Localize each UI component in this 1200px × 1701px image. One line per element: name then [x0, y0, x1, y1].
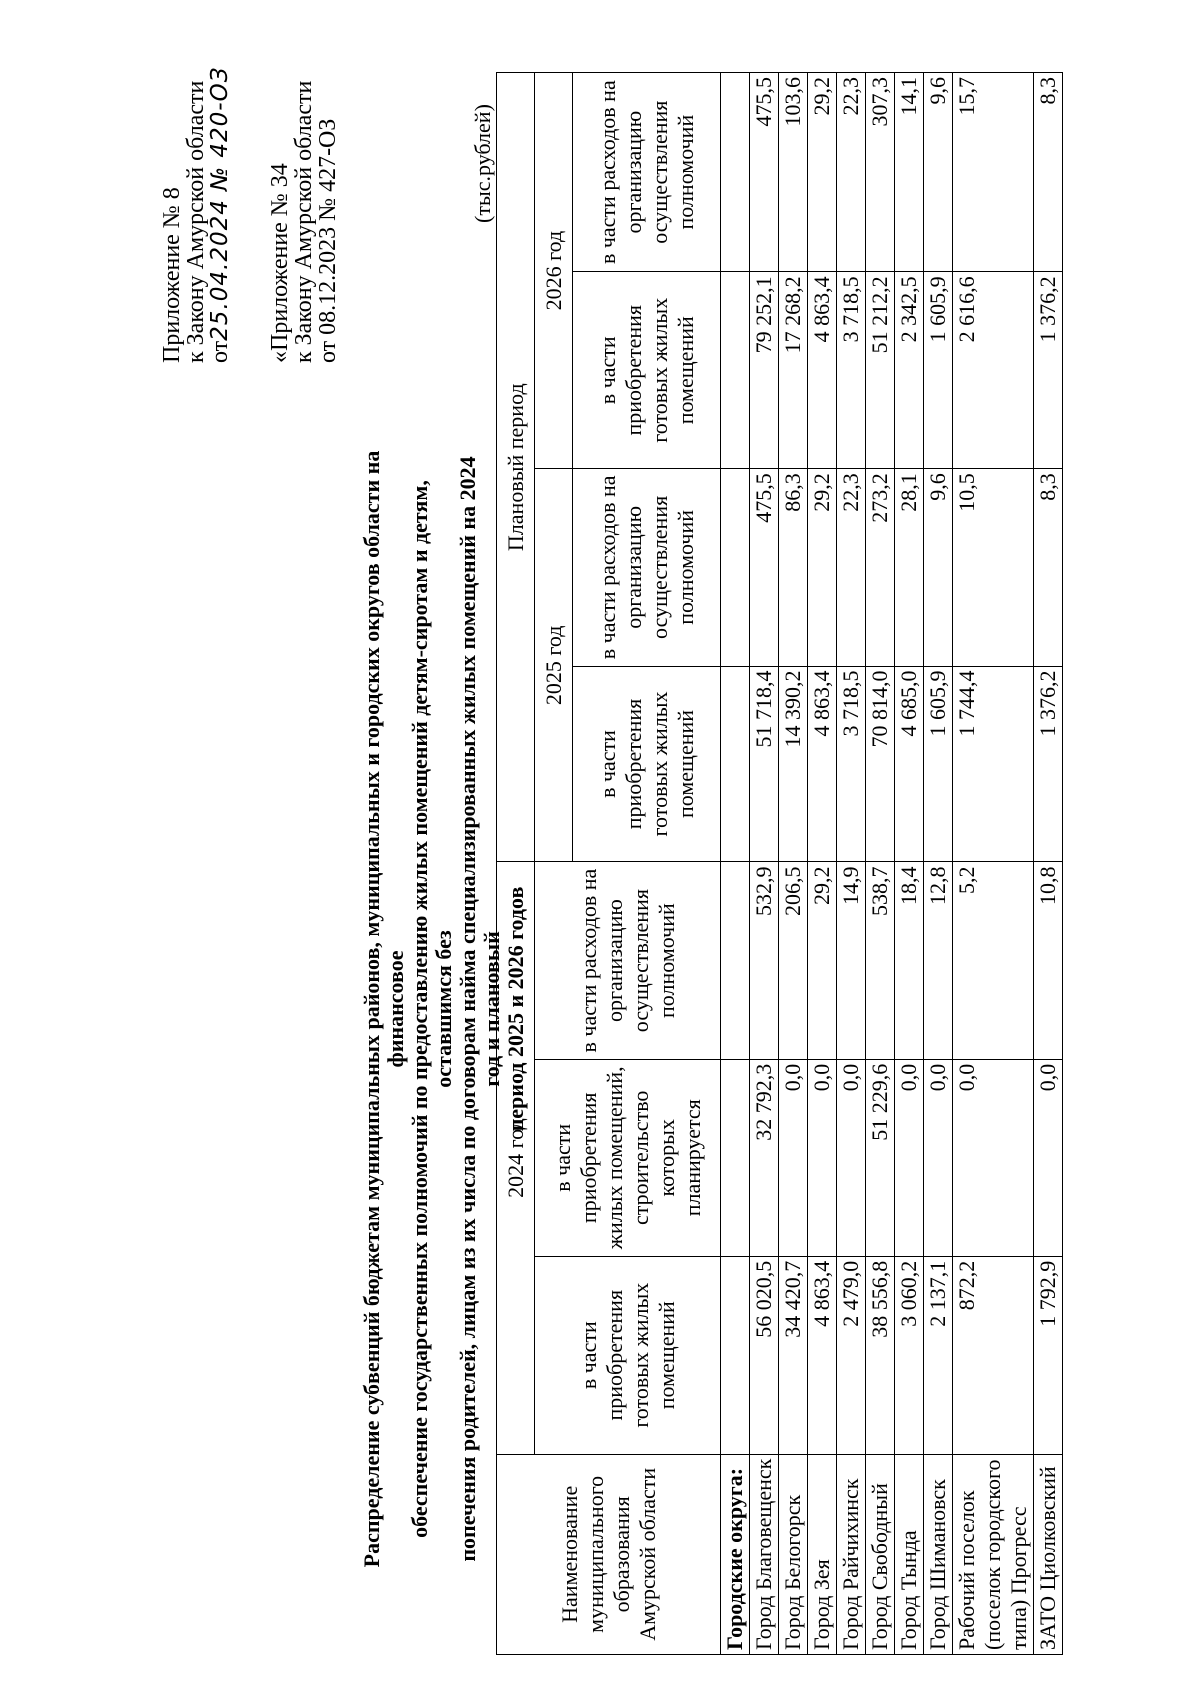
- cell-2025-purchase: 4 863,4: [808, 666, 837, 862]
- cell-2024-admin: 10,8: [1034, 862, 1063, 1059]
- cell-2024-admin: 538,7: [866, 862, 895, 1059]
- appendix-number: Приложение № 8: [159, 187, 185, 363]
- table-row: [895, 73, 924, 1655]
- cell-2026-admin: 9,6: [924, 73, 953, 272]
- cell-2025-admin: 9,6: [924, 469, 953, 666]
- cell-2024-construction: 0,0: [837, 1059, 866, 1256]
- cell-2024-construction: 0,0: [779, 1059, 808, 1256]
- cell-2024-admin: 12,8: [924, 862, 953, 1059]
- cell-2024-purchase: 4 863,4: [808, 1256, 837, 1454]
- cell-2026-admin: 22,3: [837, 73, 866, 272]
- table-row: [837, 73, 866, 1655]
- cell-2025-purchase: 1 605,9: [924, 666, 953, 862]
- cell-2024-purchase: 2 137,1: [924, 1256, 953, 1454]
- cell-2026-purchase: 4 863,4: [808, 272, 837, 469]
- header-2025-purchase: в части приобретения готовых жилых помещений: [573, 666, 721, 862]
- municipality-name: Город Шимановск: [924, 1454, 953, 1654]
- cell-2026-purchase: 2 342,5: [895, 272, 924, 469]
- header-2024-purchase: в части приобретения готовых жилых помещений: [535, 1256, 721, 1454]
- header-2024-purchase-construction: в части приобретения жилых помещений, строительство которых планируется: [535, 1059, 721, 1256]
- cell-2024-construction: 0,0: [808, 1059, 837, 1256]
- header-2026-admin: в части расходов на организацию осуществления полномочий: [573, 73, 721, 272]
- cell-2025-admin: 22,3: [837, 469, 866, 666]
- municipality-name-line: типа) Прогресс: [1006, 1506, 1031, 1650]
- cell-2025-admin: 86,3: [779, 469, 808, 666]
- cell-2026-admin: 103,6: [779, 73, 808, 272]
- header-2024: 2024 год: [497, 862, 535, 1454]
- cell-2024-purchase: 34 420,7: [779, 1256, 808, 1454]
- cell-2024-admin: 5,2: [953, 862, 1034, 1059]
- cell-2024-admin: 18,4: [895, 862, 924, 1059]
- header-2026: 2026 год: [535, 73, 573, 469]
- table-row: [924, 73, 953, 1655]
- cell-2025-purchase: 14 390,2: [779, 666, 808, 862]
- cell-2025-purchase: 1 744,4: [953, 666, 1034, 862]
- table-row: [953, 73, 1034, 1655]
- cell-2024-construction: 51 229,6: [866, 1059, 895, 1256]
- table-row: [779, 73, 808, 1655]
- municipality-name-line: (поселок городского: [980, 1459, 1005, 1650]
- cell-2025-purchase: 3 718,5: [837, 666, 866, 862]
- handwritten-date-number: 25.04.2024 № 420-ОЗ: [207, 66, 233, 341]
- cell-2024-purchase: 2 479,0: [837, 1256, 866, 1454]
- cell-2025-purchase: 1 376,2: [1034, 666, 1063, 862]
- municipality-name: Город Тында: [895, 1454, 924, 1654]
- appendix-previous-law: к Закону Амурской области: [291, 80, 317, 363]
- appendix-law: к Закону Амурской области: [183, 80, 209, 363]
- cell-2025-admin: 29,2: [808, 469, 837, 666]
- cell-2026-purchase: 79 252,1: [750, 272, 779, 469]
- cell-2024-purchase: 38 556,8: [866, 1256, 895, 1454]
- cell-2026-purchase: 17 268,2: [779, 272, 808, 469]
- cell-2025-purchase: 51 718,4: [750, 666, 779, 862]
- municipality-name: Город Свободный: [866, 1454, 895, 1654]
- cell-2026-purchase: 3 718,5: [837, 272, 866, 469]
- title-line: Распределение субвенций бюджетам муниципальных районов, муниципальных и городских округов области на финансовое: [359, 450, 408, 1568]
- cell-2024-admin: 14,9: [837, 862, 866, 1059]
- cell-2026-admin: 8,3: [1034, 73, 1063, 272]
- municipality-name: Город Благовещенск: [750, 1454, 779, 1654]
- cell-2026-admin: 475,5: [750, 73, 779, 272]
- appendix-previous-date: от 08.12.2023 № 427-ОЗ: [315, 118, 341, 363]
- title-line: период 2025 и 2026 годов: [503, 886, 528, 1132]
- cell-2024-purchase: 3 060,2: [895, 1256, 924, 1454]
- cell-2025-admin: 28,1: [895, 469, 924, 666]
- municipality-name: Город Зея: [808, 1454, 837, 1654]
- header-planned-period: Плановый период: [497, 73, 535, 862]
- appendix-date-line: [208, 67, 232, 363]
- cell-2025-admin: 8,3: [1034, 469, 1063, 666]
- cell-2026-admin: 14,1: [895, 73, 924, 272]
- cell-2026-admin: 307,3: [866, 73, 895, 272]
- cell-2024-purchase: 56 020,5: [750, 1256, 779, 1454]
- table-row: [750, 73, 779, 1655]
- cell-2024-construction: 32 792,3: [750, 1059, 779, 1256]
- cell-2026-purchase: 51 212,2: [866, 272, 895, 469]
- municipality-name-line: Рабочий поселок: [954, 1490, 979, 1650]
- appendix-previous: [268, 81, 340, 363]
- group-title: Городские округа:: [721, 1454, 750, 1654]
- unit-label: (тыс.рублей): [470, 104, 495, 223]
- cell-2024-admin: 29,2: [808, 862, 837, 1059]
- cell-2025-admin: 475,5: [750, 469, 779, 666]
- cell-2025-admin: 273,2: [866, 469, 895, 666]
- municipality-name: [953, 1454, 1034, 1654]
- appendix-date-prefix: от: [207, 340, 233, 363]
- cell-2024-admin: 532,9: [750, 862, 779, 1059]
- subvention-table: [496, 72, 1063, 1655]
- cell-2024-purchase: 872,2: [953, 1256, 1034, 1454]
- cell-2026-purchase: 1 376,2: [1034, 272, 1063, 469]
- cell-2026-admin: 15,7: [953, 73, 1034, 272]
- title-line: обеспечение государственных полномочий по предоставлению жилых помещений детям-сиротам и детям, оставшимся без: [407, 480, 456, 1538]
- cell-2024-construction: 0,0: [924, 1059, 953, 1256]
- cell-2026-purchase: 1 605,9: [924, 272, 953, 469]
- cell-2024-admin: 206,5: [779, 862, 808, 1059]
- cell-2025-purchase: 70 814,0: [866, 666, 895, 862]
- cell-2024-purchase: 1 792,9: [1034, 1256, 1063, 1454]
- municipality-name: Город Белогорск: [779, 1454, 808, 1654]
- cell-2024-construction: 0,0: [895, 1059, 924, 1256]
- cell-2025-purchase: 4 685,0: [895, 666, 924, 862]
- header-2026-purchase: в части приобретения готовых жилых помещений: [573, 272, 721, 469]
- header-2025-admin: в части расходов на организацию осуществления полномочий: [573, 469, 721, 666]
- title-line: попечения родителей, лицам из их числа по договорам найма специализированных жилых помещений на 2024 год и плановый: [455, 456, 504, 1562]
- cell-2025-admin: 10,5: [953, 469, 1034, 666]
- cell-2026-admin: 29,2: [808, 73, 837, 272]
- header-name: Наименование муниципального образования Амурской области: [497, 1454, 721, 1654]
- header-2024-admin: в части расходов на организацию осуществления полномочий: [535, 862, 721, 1059]
- table-row: [808, 73, 837, 1655]
- table-row: [1034, 73, 1063, 1655]
- appendix-current: [160, 67, 232, 363]
- municipality-name: ЗАТО Циолковский: [1034, 1454, 1063, 1654]
- municipality-name: Город Райчихинск: [837, 1454, 866, 1654]
- cell-2026-purchase: 2 616,6: [953, 272, 1034, 469]
- cell-2024-construction: 0,0: [1034, 1059, 1063, 1256]
- appendix-previous-number: «Приложение № 34: [267, 163, 293, 363]
- table-row: [866, 73, 895, 1655]
- cell-2024-construction: 0,0: [953, 1059, 1034, 1256]
- header-2025: 2025 год: [535, 469, 573, 862]
